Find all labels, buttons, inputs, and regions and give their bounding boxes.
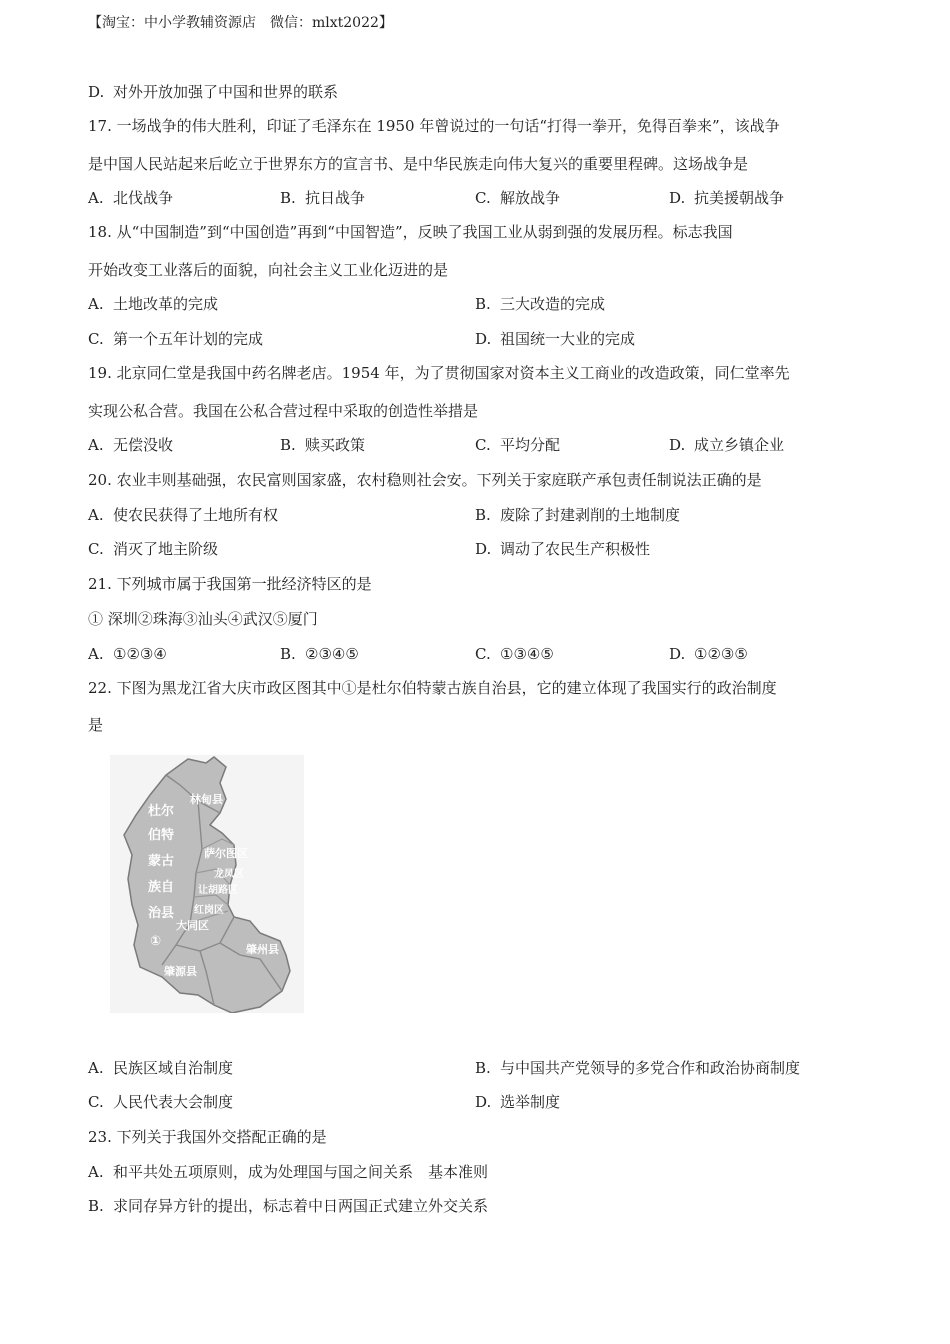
q21-stem-line1: 21. 下列城市属于我国第一批经济特区的是 <box>88 575 372 593</box>
option-text: ②③④⑤ <box>305 645 359 663</box>
q19-option-c <box>475 435 560 455</box>
q17-stem-line1: 17. 一场战争的伟大胜利，印证了毛泽东在 1950 年曾说过的一句话“打得一拳开，免得百拳来”，该战争 <box>88 117 780 135</box>
option-letter: A. <box>88 506 104 524</box>
q21-option-a <box>88 644 167 664</box>
q18-option-a <box>88 294 218 314</box>
option-text: 成立乡镇企业 <box>694 436 785 454</box>
q19-stem-line1: 19. 北京同仁堂是我国中药名牌老店。1954 年，为了贯彻国家对资本主义工商业的改造政策，同仁堂率先 <box>88 364 790 382</box>
option-text: 土地改革的完成 <box>113 295 219 313</box>
q22-stem-line1: 22. 下图为黑龙江省大庆市政区图其中①是杜尔伯特蒙古族自治县，它的建立体现了我国实行的政治制度 <box>88 679 777 697</box>
q17-option-c <box>475 188 560 208</box>
option-text: ①③④⑤ <box>500 645 554 663</box>
q22-option-c <box>88 1092 233 1112</box>
q17-stem-line2: 是中国人民站起来后屹立于世界东方的宣言书、是中华民族走向伟大复兴的重要里程碑。这场战争是 <box>88 155 749 173</box>
q20-option-d <box>475 539 650 559</box>
q18-stem-line1: 18. 从“中国制造”到“中国创造”再到“中国智造”，反映了我国工业从弱到强的发展历程。标志我国 <box>88 223 733 241</box>
map-label-ranghu: 让胡路区 <box>198 885 238 896</box>
map-label-duerbote-3: 蒙古 <box>148 854 175 869</box>
option-letter: D. <box>475 330 492 348</box>
q20-option-b <box>475 505 680 525</box>
option-letter: C. <box>88 330 104 348</box>
q17-option-a <box>88 188 173 208</box>
option-letter: B. <box>475 506 491 524</box>
q21-option-d <box>669 644 748 664</box>
option-prev-d <box>88 82 338 102</box>
option-text: 解放战争 <box>500 189 561 207</box>
option-text: 消灭了地主阶级 <box>113 540 219 558</box>
option-text: 选举制度 <box>500 1093 561 1111</box>
q17-option-d <box>669 188 784 208</box>
option-letter: C. <box>88 1093 104 1111</box>
q23-stem-line1: 23. 下列关于我国外交搭配正确的是 <box>88 1128 327 1146</box>
q19-option-d <box>669 435 784 455</box>
option-text: 调动了农民生产积极性 <box>500 540 651 558</box>
option-letter: A. <box>88 1059 104 1077</box>
q23-option-b <box>88 1196 488 1216</box>
q22-option-a <box>88 1058 233 1078</box>
option-text: 对外开放加强了中国和世界的联系 <box>113 83 339 101</box>
option-text: 平均分配 <box>500 436 561 454</box>
map-label-zhaozhou: 肇州县 <box>246 943 279 956</box>
option-letter: A. <box>88 645 104 663</box>
option-letter: B. <box>280 436 296 454</box>
option-letter: C. <box>475 645 491 663</box>
q22-stem-line2: 是 <box>88 716 104 734</box>
option-text: ①②③④ <box>113 645 167 663</box>
q18-option-d <box>475 329 635 349</box>
daqing-map-svg <box>110 755 304 1013</box>
map-label-longfeng: 龙凤区 <box>214 869 244 880</box>
q21-stem-line2: ① 深圳②珠海③汕头④武汉⑤厦门 <box>88 610 318 628</box>
q19-option-a <box>88 435 173 455</box>
q20-option-c <box>88 539 218 559</box>
map-label-duerbote-1: 杜尔 <box>148 804 175 819</box>
map-label-duerbote-6: ① <box>150 934 162 949</box>
option-text: 抗美援朝战争 <box>694 189 785 207</box>
q19-stem-line2: 实现公私合营。我国在公私合营过程中采取的创造性举措是 <box>88 402 479 420</box>
option-text: ①②③⑤ <box>694 645 748 663</box>
map-label-honggang: 红岗区 <box>194 905 224 916</box>
option-letter: A. <box>88 295 104 313</box>
map-label-duerbote-2: 伯特 <box>148 828 175 843</box>
q18-stem-line2: 开始改变工业落后的面貌，向社会主义工业化迈进的是 <box>88 261 449 279</box>
map-label-saertu: 萨尔图区 <box>204 847 248 860</box>
page-header: 【淘宝：中小学教辅资源店 微信：mlxt2022】 <box>88 15 393 31</box>
map-label-duerbote-5: 治县 <box>148 906 175 921</box>
option-text: 使农民获得了土地所有权 <box>113 506 279 524</box>
option-text: 民族区域自治制度 <box>113 1059 234 1077</box>
option-letter: B. <box>88 1197 104 1215</box>
q20-option-a <box>88 505 278 525</box>
q17-option-b <box>280 188 365 208</box>
q22-option-d <box>475 1092 560 1112</box>
map-label-datong: 大同区 <box>176 919 209 932</box>
option-letter: B. <box>280 189 296 207</box>
option-text: 三大改造的完成 <box>500 295 606 313</box>
q18-option-b <box>475 294 605 314</box>
option-text: 求同存异方针的提出，标志着中日两国正式建立外交关系 <box>113 1197 489 1215</box>
option-letter: C. <box>475 436 491 454</box>
option-letter: D. <box>88 83 105 101</box>
option-text: 北伐战争 <box>113 189 174 207</box>
q23-option-a <box>88 1162 488 1182</box>
map-label-duerbote-4: 族自 <box>148 880 175 895</box>
daqing-map-figure <box>110 755 304 1013</box>
option-letter: A. <box>88 1163 104 1181</box>
option-letter: A. <box>88 436 104 454</box>
option-letter: A. <box>88 189 104 207</box>
map-label-zhaoyuan: 肇源县 <box>164 965 197 978</box>
option-letter: D. <box>669 436 686 454</box>
option-letter: D. <box>669 645 686 663</box>
q21-option-c <box>475 644 554 664</box>
map-label-lindian: 林甸县 <box>190 793 223 806</box>
option-text: 废除了封建剥削的土地制度 <box>500 506 681 524</box>
option-letter: C. <box>88 540 104 558</box>
option-letter: D. <box>475 540 492 558</box>
option-text: 抗日战争 <box>305 189 366 207</box>
option-letter: B. <box>280 645 296 663</box>
q18-option-c <box>88 329 263 349</box>
option-text: 赎买政策 <box>305 436 366 454</box>
option-text: 无偿没收 <box>113 436 174 454</box>
option-text: 与中国共产党领导的多党合作和政治协商制度 <box>500 1059 801 1077</box>
option-letter: C. <box>475 189 491 207</box>
option-text: 祖国统一大业的完成 <box>500 330 636 348</box>
q19-option-b <box>280 435 365 455</box>
option-text: 第一个五年计划的完成 <box>113 330 264 348</box>
option-letter: B. <box>475 295 491 313</box>
q22-option-b <box>475 1058 800 1078</box>
q20-stem-line1: 20. 农业丰则基础强，农民富则国家盛，农村稳则社会安。下列关于家庭联产承包责任制说法正确的是 <box>88 471 762 489</box>
option-letter: D. <box>475 1093 492 1111</box>
option-letter: D. <box>669 189 686 207</box>
option-text: 人民代表大会制度 <box>113 1093 234 1111</box>
option-text: 和平共处五项原则，成为处理国与国之间关系 基本准则 <box>113 1163 489 1181</box>
q21-option-b <box>280 644 359 664</box>
option-letter: B. <box>475 1059 491 1077</box>
